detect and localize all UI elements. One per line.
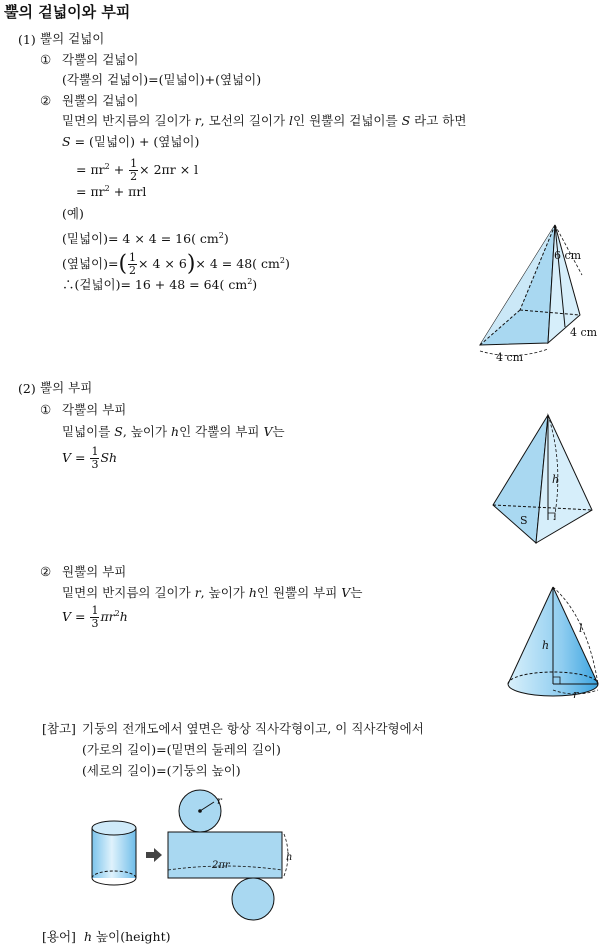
exponent: 2 [247, 277, 253, 286]
item-1a-label: 각뿔의 겉넓이 [62, 52, 139, 67]
var-r: r [194, 113, 201, 128]
desc-text: , 모선의 길이가 [200, 113, 286, 128]
note-tag: [참고] [42, 721, 76, 736]
pyramid-slant-label: 6 cm [554, 249, 582, 262]
desc-text: , 높이가 [122, 424, 168, 439]
pyramid-volume-eq [62, 446, 117, 471]
page-title: 뿔의 겉넓이와 부피 [4, 3, 131, 21]
exponent: 2 [104, 184, 110, 193]
desc-text: 밑면의 반지름의 길이가 [62, 113, 191, 128]
desc-text: , 높이가 [200, 585, 245, 600]
var-h: h [248, 585, 257, 600]
eq-text: (밑넓이)= 4 × 4 = 16( cm [62, 231, 219, 246]
net-r-label: r [217, 796, 222, 807]
cone-area-eq-3 [76, 181, 146, 200]
exponent: 2 [279, 256, 285, 265]
note-line-1: 기둥의 전개도에서 옆면은 항상 직사각형이고, 이 직사각형에서 [82, 721, 424, 736]
pyramid-right-edge-label: 4 cm [570, 326, 598, 339]
desc-text: 인 원뿔의 부피 [256, 585, 338, 600]
item-2b-description [62, 585, 362, 601]
triangular-pyramid-S-label: S [520, 514, 528, 527]
eq-text: ∴(겉넓이)= 16 + 48 = 64( cm [62, 277, 248, 292]
section-1-number: (1) [18, 32, 36, 47]
example-line-3: ∴(겉넓이)= 16 + 48 = 64( $cm^2$) [62, 277, 258, 292]
section-2-header: 뿔의 부피 [40, 380, 93, 395]
fraction: $\frac{1}{3}$ [91, 445, 99, 471]
eq-text: + πrl [109, 184, 147, 199]
eq-text: × 4 × 6 [138, 256, 187, 271]
example-line-1: (밑넓이)= 4 × 4 = 16( $cm^2$) [62, 231, 229, 246]
term-tag: [용어] [42, 929, 76, 944]
item-2b-circle: ② [40, 564, 52, 579]
section-1-header: 뿔의 겉넓이 [40, 31, 105, 46]
desc-text: 라고 하면 [414, 113, 467, 128]
cone-r-label: r [573, 688, 579, 701]
paren-open: ( [118, 251, 128, 277]
eq-text: = πr [76, 162, 105, 177]
eq-text: = (밑넓이) + (옆넓이) [74, 134, 200, 149]
note-line-3: (세로의 길이)=(기둥의 높이) [82, 763, 241, 778]
item-1b-description [62, 113, 466, 129]
exponent: 2 [114, 609, 120, 618]
section-2-number: (2) [18, 381, 36, 396]
triangular-pyramid-figure [488, 410, 598, 550]
example-label: (예) [62, 206, 84, 221]
eq-text: × 2πr × l [139, 162, 199, 177]
term-definition [84, 929, 170, 945]
eq-text: × 4 = 48( cm [195, 256, 280, 271]
fraction: $\frac{1}{2}$ [129, 251, 137, 277]
desc-text: 는 [350, 585, 363, 600]
cone-h-label: h [542, 639, 550, 652]
arrow-right-icon [146, 848, 162, 862]
note-line-2: (가로의 길이)=(밑면의 둘레의 길이) [82, 742, 281, 757]
fraction: $\frac{1}{2}$ [130, 157, 138, 183]
eq-text: (옆넓이)= [62, 256, 119, 271]
item-2a-circle: ① [40, 402, 52, 417]
var-h: h [84, 929, 93, 944]
fraction: $\frac{1}{3}$ [91, 604, 99, 630]
triangular-pyramid-h-label: h [552, 473, 560, 486]
cone-l-label: l [579, 622, 583, 635]
eq-text: + [109, 162, 129, 177]
var-V: V [263, 424, 273, 439]
eq-lhs: V = [62, 609, 90, 624]
var-l: l [289, 113, 294, 128]
cone-figure [505, 582, 599, 702]
net-width-label: 2πr [212, 860, 230, 871]
eq-rhs: πr [100, 609, 115, 624]
square-pyramid-figure [470, 215, 599, 365]
desc-text: 인 각뿔의 부피 [179, 424, 260, 439]
example-line-2: (옆넓이)=( $\frac{1}{2}$ × 4 × 6)× 4 = 48( $cm^2$) [62, 251, 290, 277]
item-2a-description [62, 424, 285, 440]
var-r: r [194, 585, 201, 600]
term-word: 높이(height) [96, 929, 171, 944]
item-2b-label: 원뿔의 부피 [62, 564, 127, 579]
eq-rhs: h [119, 609, 128, 624]
item-1b-circle: ② [40, 93, 52, 108]
cone-volume-eq [62, 605, 128, 630]
paren-close: ) [186, 251, 196, 277]
pyramid-front-edge-label: 4 cm [496, 351, 524, 364]
var-S: S [62, 134, 71, 149]
desc-text: 인 원뿔의 겉넓이를 [293, 113, 398, 128]
eq-rhs: Sh [100, 450, 118, 465]
item-1a-formula: (각뿔의 겉넓이)=(밑넓이)+(옆넓이) [62, 72, 262, 87]
item-1b-label: 원뿔의 겉넓이 [62, 93, 139, 108]
exponent: 2 [104, 162, 110, 171]
cylinder-net-figure [88, 786, 308, 926]
eq-text: = πr [76, 184, 105, 199]
cone-area-eq-2 [76, 158, 198, 183]
var-S: S [114, 424, 123, 439]
eq-lhs: V = [62, 450, 90, 465]
var-S: S [401, 113, 411, 128]
cone-area-eq-1 [62, 134, 199, 150]
exponent: 2 [218, 231, 224, 240]
item-2a-label: 각뿔의 부피 [62, 402, 127, 417]
item-1a-circle: ① [40, 52, 52, 67]
net-h-label: h [286, 852, 293, 863]
desc-text: 밑면의 반지름의 길이가 [62, 585, 191, 600]
var-V: V [341, 585, 351, 600]
desc-text: 밑넓이를 [62, 424, 111, 439]
var-h: h [171, 424, 180, 439]
desc-text: 는 [272, 424, 285, 439]
